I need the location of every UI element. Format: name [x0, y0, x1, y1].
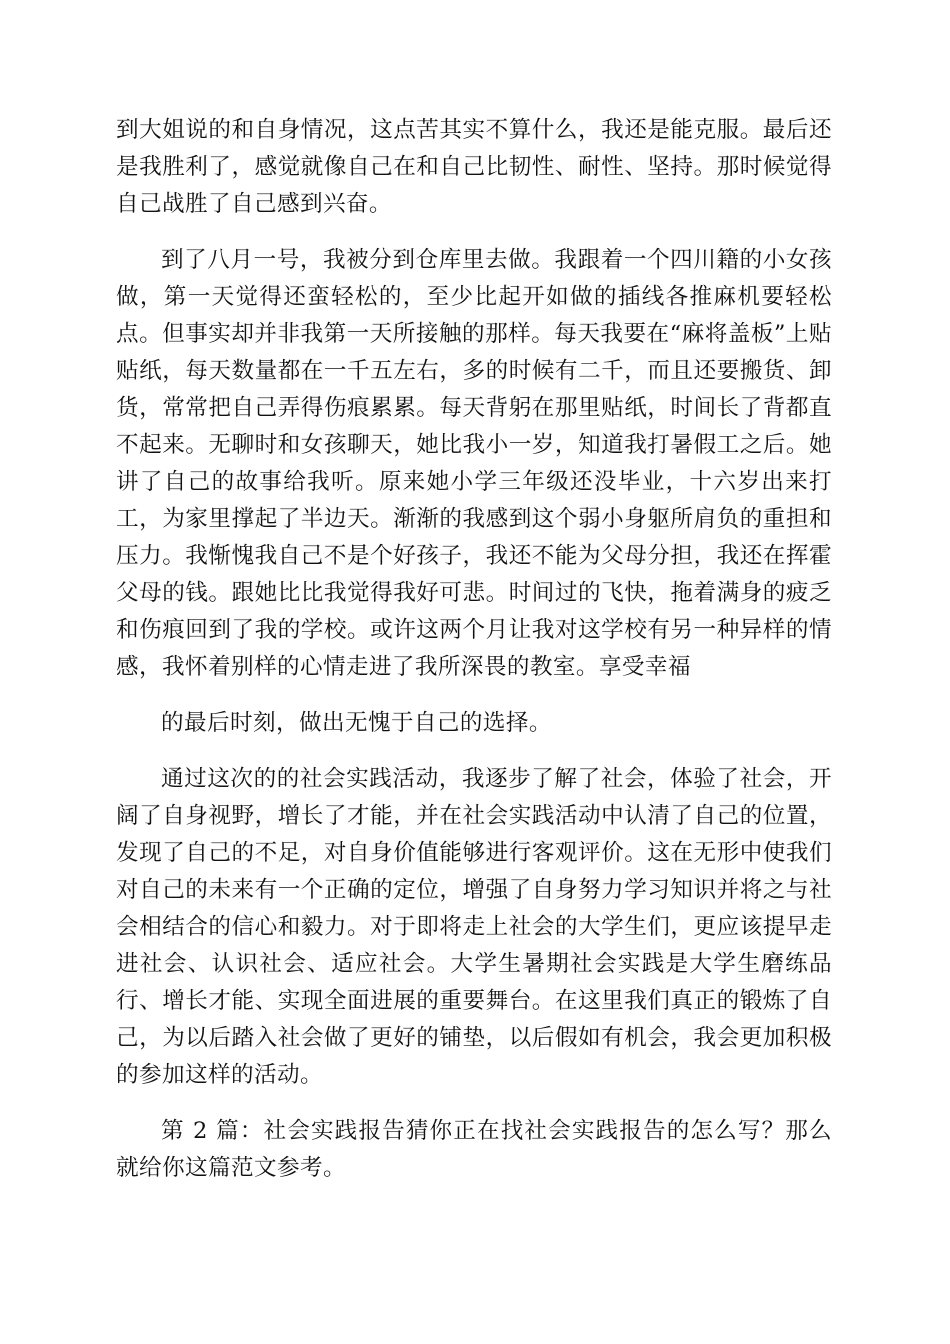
- paragraph-2: 到了八月一号，我被分到仓库里去做。我跟着一个四川籍的小女孩做，第一天觉得还蛮轻松的，至少比起开如做的插线各推麻机要轻松点。但事实却并非我第一天所接触的那样。每天我要在“麻将盖板”上贴贴纸，每天数量都在一千五左右，多的时候有二千，而且还要搬货、卸货，常常把自己弄得伤痕累累。每天背躬在那里贴纸，时间长了背都直不起来。无聊时和女孩聊天，她比我小一岁，知道我打暑假工之后。她讲了自己的故事给我听。原来她小学三年级还没毕业，十六岁出来打工，为家里撑起了半边天。渐渐的我感到这个弱小身躯所肩负的重担和压力。我惭愧我自己不是个好孩子，我还不能为父母分担，我还在挥霍父母的钱。跟她比比我觉得我好可悲。时间过的飞快，拖着满身的疲乏和伤痕回到了我的学校。或许这两个月让我对这学校有另一种异样的情感，我怀着别样的心情走进了我所深畏的教室。享受幸福: [116, 247, 832, 680]
- document-body: [116, 112, 832, 1206]
- paragraph-3: 的最后时刻，做出无愧于自己的选择。: [161, 710, 552, 736]
- paragraph-1: 到大姐说的和自身情况，这点苦其实不算什么，我还是能克服。最后还是我胜利了，感觉就像自己在和自己比韧性、耐性、坚持。那时候觉得自己战胜了自己感到兴奋。: [116, 117, 832, 217]
- paragraph-4: 通过这次的的社会实践活动，我逐步了解了社会，体验了社会，开阔了自身视野，增长了才能，并在社会实践活动中认清了自己的位置，发现了自己的不足，对自身价值能够进行客观评价。这在无形中使我们对自己的未来有一个正确的定位，增强了自身努力学习知识并将之与社会相结合的信心和毅力。对于即将走上社会的大学生们，更应该提早走进社会、认识社会、适应社会。大学生暑期社会实践是大学生磨练品行、增长才能、实现全面进展的重要舞台。在这里我们真正的锻炼了自己，为以后踏入社会做了更好的铺垫，以后假如有机会，我会更加积极的参加这样的活动。: [116, 766, 832, 1088]
- paragraph-5: 第 2 篇：社会实践报告猜你正在找社会实践报告的怎么写？那么就给你这篇范文参考。: [116, 1118, 832, 1181]
